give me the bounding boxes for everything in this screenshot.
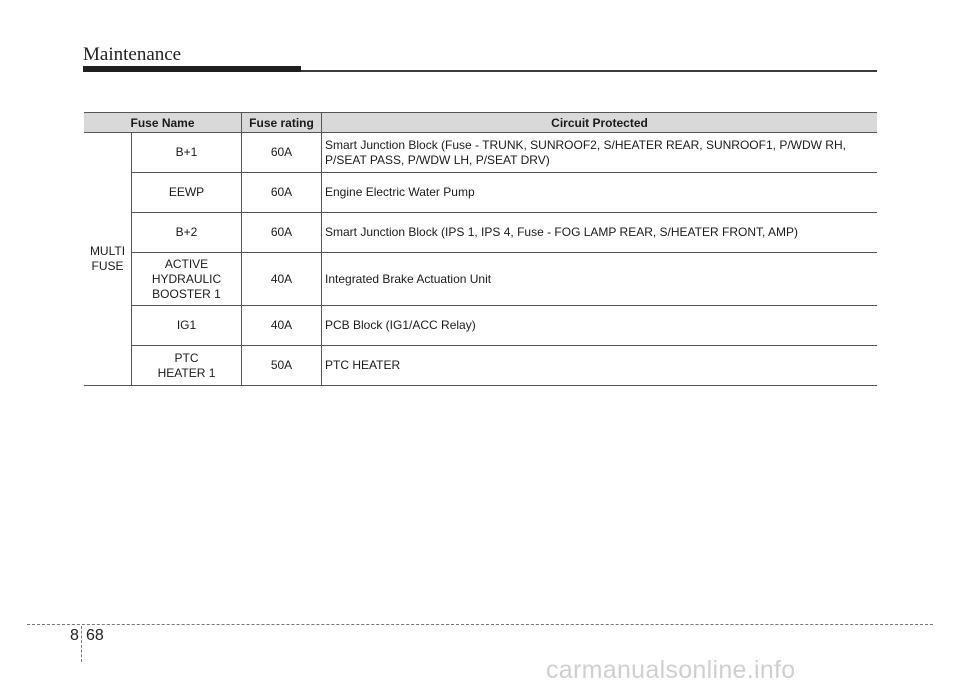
fuse-category-line: FUSE	[91, 259, 124, 273]
circuit-protected-cell	[322, 306, 878, 346]
column-header-fuse-rating: Fuse rating	[242, 113, 322, 133]
fuse-name-cell	[132, 133, 242, 173]
circuit-line: PTC HEATER	[325, 358, 401, 372]
circuit-line: Smart Junction Block (Fuse - TRUNK, SUNROOF2, S/HEATER REAR, SUNROOF1, P/WDW RH,	[325, 137, 846, 152]
fuse-name-line: HEATER 1	[157, 365, 216, 380]
fuse-name-cell	[132, 213, 242, 253]
circuit-protected-cell	[322, 213, 878, 253]
fuse-name-cell	[132, 173, 242, 213]
circuit-protected-cell	[322, 133, 878, 173]
circuit-line: P/SEAT PASS, P/WDW LH, P/SEAT DRV)	[325, 152, 550, 167]
footer-dashed-rule	[27, 624, 933, 625]
table-row	[84, 253, 877, 306]
table-row	[84, 306, 877, 346]
fuse-name-line: PTC	[174, 350, 199, 365]
table-row	[84, 133, 877, 173]
watermark-text: carmanualsonline.info	[546, 656, 796, 684]
circuit-line: Engine Electric Water Pump	[325, 185, 475, 199]
column-header-fuse-name: Fuse Name	[84, 113, 242, 133]
table-row	[84, 213, 877, 253]
table-row	[84, 346, 877, 386]
fuse-rating-cell: 40A	[242, 306, 322, 346]
table-row	[84, 173, 877, 213]
fuse-name-line: HYDRAULIC	[151, 271, 222, 286]
fuse-rating-cell: 60A	[242, 133, 322, 173]
page-section-title: Maintenance	[83, 44, 182, 65]
fuse-name-line: B+2	[175, 225, 198, 239]
page-number-divider	[81, 626, 82, 662]
column-header-circuit-protected: Circuit Protected	[322, 113, 878, 133]
circuit-line: PCB Block (IG1/ACC Relay)	[325, 318, 476, 332]
fuse-name-line: ACTIVE	[164, 256, 209, 271]
fuse-name-line: IG1	[176, 318, 197, 332]
fuse-name-cell	[132, 346, 242, 386]
fuse-name-line: B+1	[175, 145, 198, 159]
fuse-name-cell	[132, 306, 242, 346]
fuse-rating-cell: 50A	[242, 346, 322, 386]
header-bar-thin	[301, 70, 877, 72]
table-header-row	[84, 113, 877, 133]
fuse-category-cell	[84, 133, 132, 386]
fuse-name-line: EEWP	[168, 185, 205, 199]
circuit-protected-cell	[322, 173, 878, 213]
header-bar-thick	[83, 66, 301, 72]
page-number: 68	[86, 627, 104, 644]
chapter-number: 8	[70, 627, 79, 644]
fuse-rating-cell: 40A	[242, 253, 322, 306]
circuit-protected-cell	[322, 253, 878, 306]
fuse-name-cell	[132, 253, 242, 306]
fuse-rating-cell: 60A	[242, 173, 322, 213]
circuit-protected-cell	[322, 346, 878, 386]
fuse-category-line: MULTI	[89, 244, 126, 258]
fuse-table	[84, 112, 877, 386]
circuit-line: Smart Junction Block (IPS 1, IPS 4, Fuse - FOG LAMP REAR, S/HEATER FRONT, AMP)	[325, 225, 799, 239]
fuse-rating-cell: 60A	[242, 213, 322, 253]
circuit-line: Integrated Brake Actuation Unit	[325, 271, 492, 286]
fuse-name-line: BOOSTER 1	[152, 286, 221, 301]
